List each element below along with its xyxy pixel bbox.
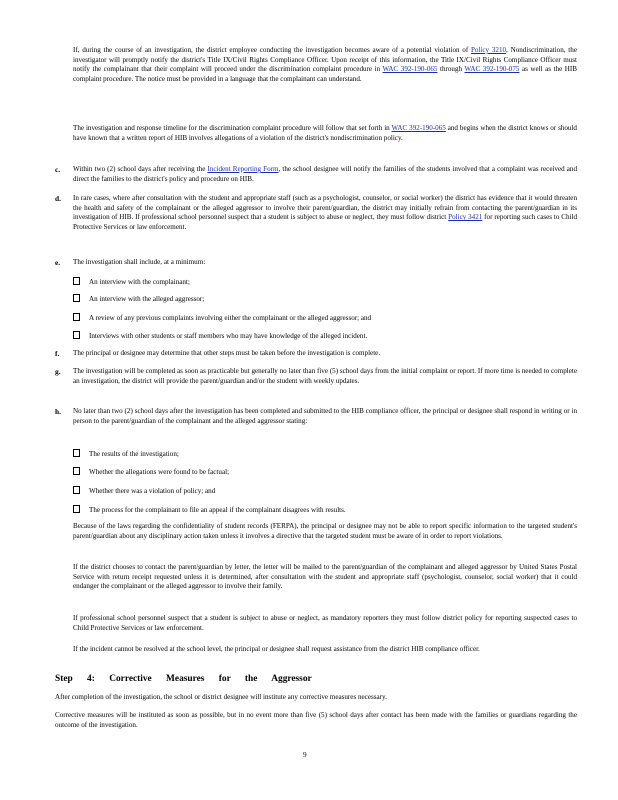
bullet-box-icon	[73, 505, 80, 513]
step-4-paragraph-2: Corrective measures will be instituted as soon as possible, but in no event more than five (5) school days after contact has been made with the families or guardians regarding the outcome of the investigation.	[55, 711, 577, 729]
item-h-text: No later than two (2) school days after the investigation has been completed and submitted to the HIB compliance officer, the principal or designee shall respond in writing or in person to the parent/guardian of the complainant and the alleged aggressor stating:	[73, 407, 577, 425]
ferpa-paragraph: Because of the laws regarding the confidentiality of student records (FERPA), the principal or designee may not be able to report specific information to the targeted student's parent/guardian about any disciplinary action taken unless it involves a directive that the targeted student must be aware of in order to report violations.	[73, 522, 577, 540]
step-4-paragraph-1: After completion of the investigation, the school or district designee will institute any corrective measures necessary.	[55, 693, 387, 701]
item-h-bullet: Whether there was a violation of policy; and	[73, 486, 215, 497]
mandatory-reporters-paragraph: If professional school personnel suspect that a student is subject to abuse or neglect, as mandatory reporters they must follow district policy for reporting suspected cases to Child Protective Services or law enforcement.	[73, 614, 577, 632]
bullet-box-icon	[73, 449, 80, 457]
item-e-bullet: An interview with the complainant;	[73, 277, 190, 288]
item-c-label: c.	[55, 165, 61, 174]
step-4-heading: Step 4: Corrective Measures for the Aggressor	[55, 674, 312, 684]
bullet-box-icon	[73, 331, 80, 339]
wac-392-190-065-link-2[interactable]: WAC 392-190-065	[391, 124, 446, 132]
wac-392-190-065-link[interactable]: WAC 392-190-065	[382, 65, 438, 74]
item-f-label: f.	[55, 349, 60, 358]
timeline-paragraph: The investigation and response timeline for the discrimination complaint procedure will follow that set forth in WAC 392-190-065 and begins when the district knows or should have known that a written report of HIB involves allegations of a violation of the district's nondiscrimination policy.	[73, 124, 577, 142]
item-d-text: In rare cases, where after consultation with the student and appropriate staff (such as a psychologist, counselor, or social worker) the district has evidence that it would threaten the health and safety of the complainant or the alleged aggressor to involve their parent/guardian, the district may initially refrain from contacting the parent/guardian in its investigation of HIB. If professional school personnel suspect that a student is subject to abuse or neglect, they must follow district Policy 3421 for reporting such cases to Child Protective Services or law enforcement.	[73, 194, 578, 231]
policy-3421-link[interactable]: Policy 3421	[448, 213, 483, 222]
item-h-label: h.	[55, 407, 61, 416]
bullet-box-icon	[73, 277, 80, 285]
item-h-bullet: Whether the allegations were found to be factual;	[73, 467, 229, 478]
item-e-bullet: An interview with the alleged aggressor;	[73, 294, 204, 305]
letter-paragraph: If the district chooses to contact the parent/guardian by letter, the letter will be mailed to the parent/guardian of the complainant and alleged aggressor by United States Postal Service with return receipt requested unless it is determined, after consultation with the student and appropriate staff (psychologist, counselor, social worker) that it could endanger the complainant or the alleged aggressor to involve their family.	[73, 563, 577, 591]
item-d-label: d.	[55, 194, 61, 203]
item-g-text: The investigation will be completed as soon as practicable but generally no later than five (5) school days from the initial complaint or report. If more time is needed to complete an investigation, the district will provide the parent/guardian and/or the student with weekly updates.	[73, 367, 577, 385]
item-e-bullet: Interviews with other students or staff members who may have knowledge of the alleged incident.	[73, 331, 367, 342]
compliance-officer-paragraph: If the incident cannot be resolved at the school level, the principal or designee shall request assistance from the district HIB compliance officer.	[73, 645, 480, 653]
item-h-bullet: The results of the investigation;	[73, 449, 179, 460]
item-h-bullet: The process for the complainant to file an appeal if the complainant disagrees with results.	[73, 505, 346, 516]
policy-3210-link[interactable]: Policy 3210	[470, 46, 507, 54]
bullet-box-icon	[73, 486, 80, 494]
incident-reporting-form-link[interactable]: Incident Reporting Form	[207, 165, 279, 173]
item-f-text: The principal or designee may determine that other steps must be taken before the investigation is complete.	[73, 349, 381, 357]
item-e-bullet: A review of any previous complaints involving either the complainant or the alleged aggressor; and	[73, 313, 371, 324]
bullet-box-icon	[73, 467, 80, 475]
item-e-label: e.	[55, 258, 61, 267]
item-g-label: g.	[55, 367, 61, 376]
bullet-box-icon	[73, 313, 80, 321]
page-number: 9	[303, 751, 307, 759]
item-c-text: Within two (2) school days after receiving the Incident Reporting Form, the school designee will notify the families of the students involved that a complaint was received and direct the families to the district's policy and procedure on HIB.	[73, 165, 578, 183]
potential-violation-paragraph: If, during the course of an investigation, the district employee conducting the investigation becomes aware of a potential violation of Policy 3210, Nondiscrimination, the investigator will promptly notify the district's Title IX/Civil Rights Compliance Officer. Upon receipt of this information, the Title IX/Civil Rights Compliance Officer must notify the complainant that their complaint will proceed under the discrimination complaint procedure in WAC 392-190-065 through WAC 392-190-075 as well as the HIB complaint procedure. The notice must be provided in a language that the complainant can understand.	[73, 46, 578, 83]
bullet-box-icon	[73, 294, 80, 302]
item-e-text: The investigation shall include, at a minimum:	[73, 258, 206, 266]
wac-392-190-075-link[interactable]: WAC 392-190-075	[464, 65, 520, 74]
